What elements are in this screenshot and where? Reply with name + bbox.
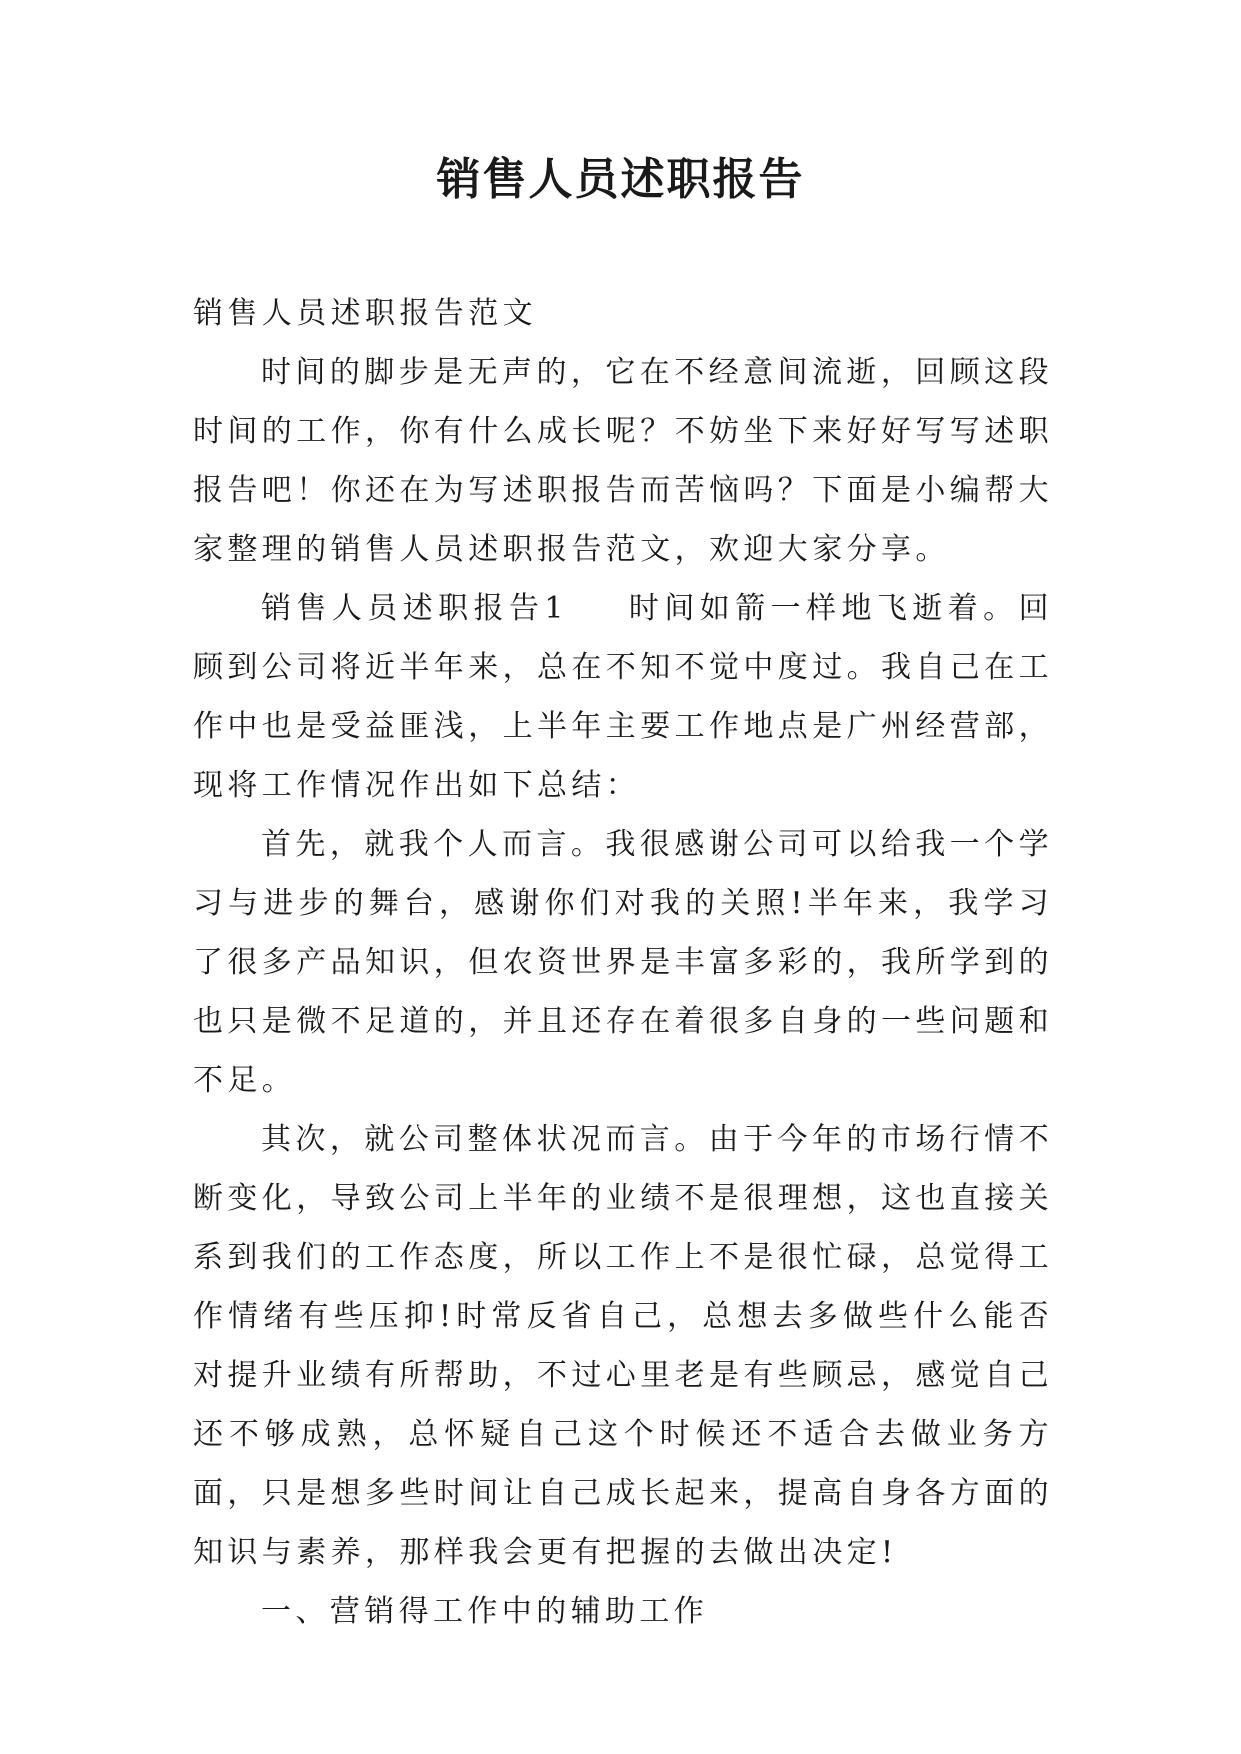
document-title: 销售人员述职报告 bbox=[436, 154, 805, 205]
report-1-paragraph bbox=[193, 579, 1053, 815]
report-1-text: 时间如箭一样地飞逝着。回顾到公司将近半年来，总在不知不觉中度过。我自己在工作中也是受益匪浅，上半年主要工作地点是广州经营部，现将工作情况作出如下总结： bbox=[193, 591, 1053, 803]
second-point-paragraph: 其次，就公司整体状况而言。由于今年的市场行情不断变化，导致公司上半年的业绩不是很理想，这也直接关系到我们的工作态度，所以工作上不是很忙碌，总觉得工作情绪有些压抑!时常反省自己，总想去多做些什么能否对提升业绩有所帮助，不过心里老是有些顾忌，感觉自己还不够成熟，总怀疑自己这个时候还不适合去做业务方面，只是想多些时间让自己成长起来，提高自身各方面的知识与素养，那样我会更有把握的去做出决定! bbox=[193, 1122, 1053, 1570]
document-subtitle: 销售人员述职报告范文 bbox=[193, 296, 537, 331]
document-body bbox=[193, 284, 1053, 1641]
intro-paragraph: 时间的脚步是无声的，它在不经意间流逝，回顾这段时间的工作，你有什么成长呢？不妨坐下来好好写写述职报告吧！你还在为写述职报告而苦恼吗？下面是小编帮大家整理的销售人员述职报告范文，欢迎大家分享。 bbox=[193, 355, 1053, 567]
report-1-heading: 销售人员述职报告1 bbox=[261, 591, 568, 626]
section-heading-1: 一、营销得工作中的辅助工作 bbox=[261, 1594, 709, 1629]
first-point-paragraph: 首先，就我个人而言。我很感谢公司可以给我一个学习与进步的舞台，感谢你们对我的关照!半年来，我学习了很多产品知识，但农资世界是丰富多彩的，我所学到的也只是微不足道的，并且还存在着很多自身的一些问题和不足。 bbox=[193, 827, 1053, 1098]
